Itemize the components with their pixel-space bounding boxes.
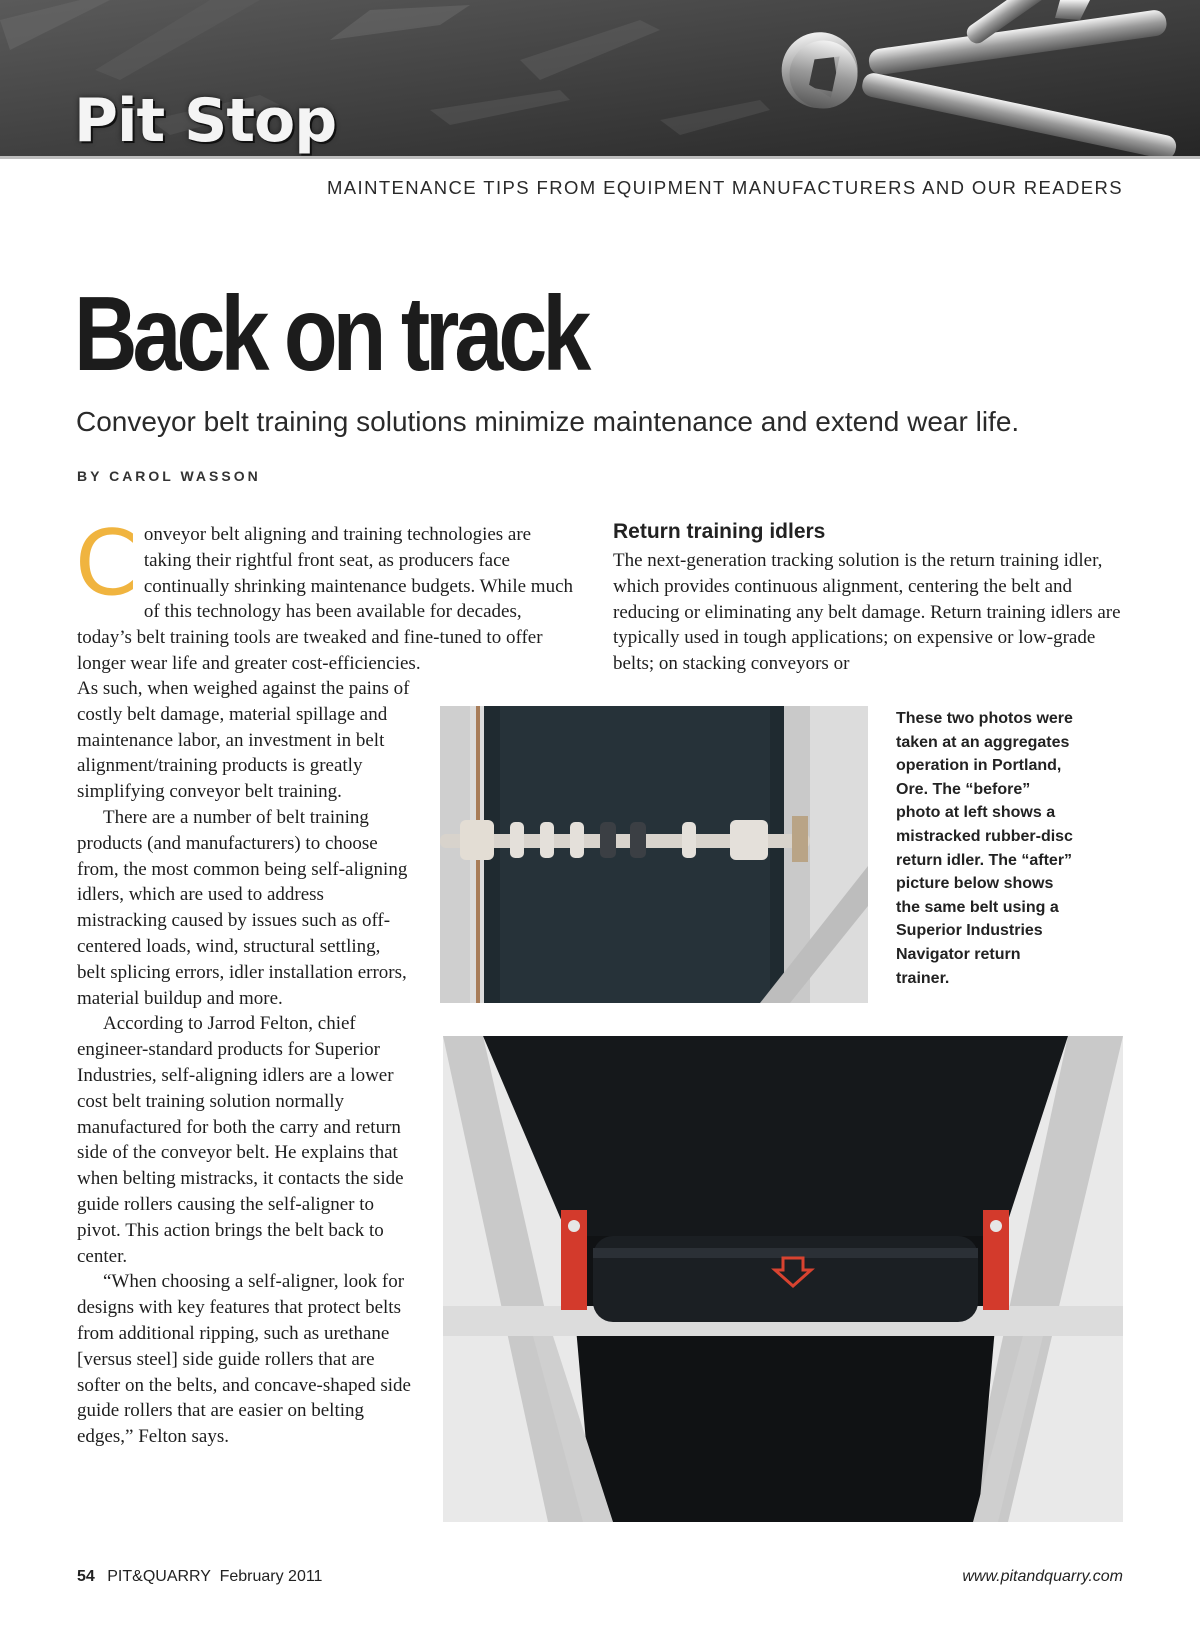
page-footer-left <box>77 1568 322 1586</box>
body-paragraph: According to Jarrod Felton, chief engineer-standard products for Superior Industries, self-aligning idlers are a lower cost belt training solution normally manufactured for both the carry and return side of the conveyor belt. He explains that when belting mistracks, it contacts the side guide rollers causing the self-aligner to pivot. This action brings the belt back to center. <box>77 1013 404 1267</box>
subsection-heading: Return training idlers <box>613 520 826 543</box>
article-byline: BY CAROL WASSON <box>77 468 261 484</box>
page-number: 54 <box>77 1568 95 1585</box>
before-photo <box>440 706 868 1003</box>
photo-caption: These two photos were taken at an aggregates operation in Portland, Ore. The “before” photo at left shows a mistracked rubber-disc return idler. The “after” picture below shows the same belt using a Superior Industries Navigator return trainer. <box>896 710 1073 987</box>
website-url: www.pitandquarry.com <box>962 1568 1123 1585</box>
intro-paragraph: onveyor belt aligning and training technologies are taking their rightful front seat, as producers face continually shrinking maintenance budgets. While much of this technology has been available for decades, today’s belt training tools are tweaked and fine-tuned to offer longer wear life and greater cost-efficiencies. <box>77 524 574 674</box>
body-paragraph: “When choosing a self-aligner, look for designs with key features that protect belts from additional ripping, such as urethane [versus steel] side guide rollers that are softer on the belts, and concave-shaped side guide rollers that are easier on belting edges,” Felton says. <box>77 1271 411 1448</box>
article-headline: Back on track <box>74 275 587 393</box>
publication-issue: PIT&QUARRY February 2011 <box>107 1568 323 1585</box>
body-paragraph: There are a number of belt training products (and manufacturers) to choose from, the most common being self-aligning idlers, which are used to address mistracking caused by issues such as off-centered loads, wind, structural settling, belt splicing errors, idler installation errors, material buildup and more. <box>77 806 408 1009</box>
masthead-banner <box>0 0 1200 159</box>
section-title: Pit Stop <box>74 86 337 156</box>
body-paragraph: As such, when weighed against the pains of costly belt damage, material spillage and maintenance labor, an investment in belt alignment/training products is greatly simplifying conveyor belt training. <box>77 678 410 803</box>
article-body-column <box>77 676 411 1450</box>
subsection-paragraph: The next-generation tracking solution is the return training idler, which provides continuous alignment, centering the belt and reducing or eliminating any belt damage. Return training idlers are typically used in tough applications; on expensive or low-grade belts; on stacking conveyors or <box>613 550 1121 675</box>
after-photo <box>443 1036 1123 1522</box>
section-tagline: MAINTENANCE TIPS FROM EQUIPMENT MANUFACTURERS AND OUR READERS <box>326 177 1123 198</box>
drop-cap: C <box>75 511 138 616</box>
article-deck: Conveyor belt training solutions minimize maintenance and extend wear life. <box>76 406 1020 437</box>
article-intro <box>75 511 581 677</box>
